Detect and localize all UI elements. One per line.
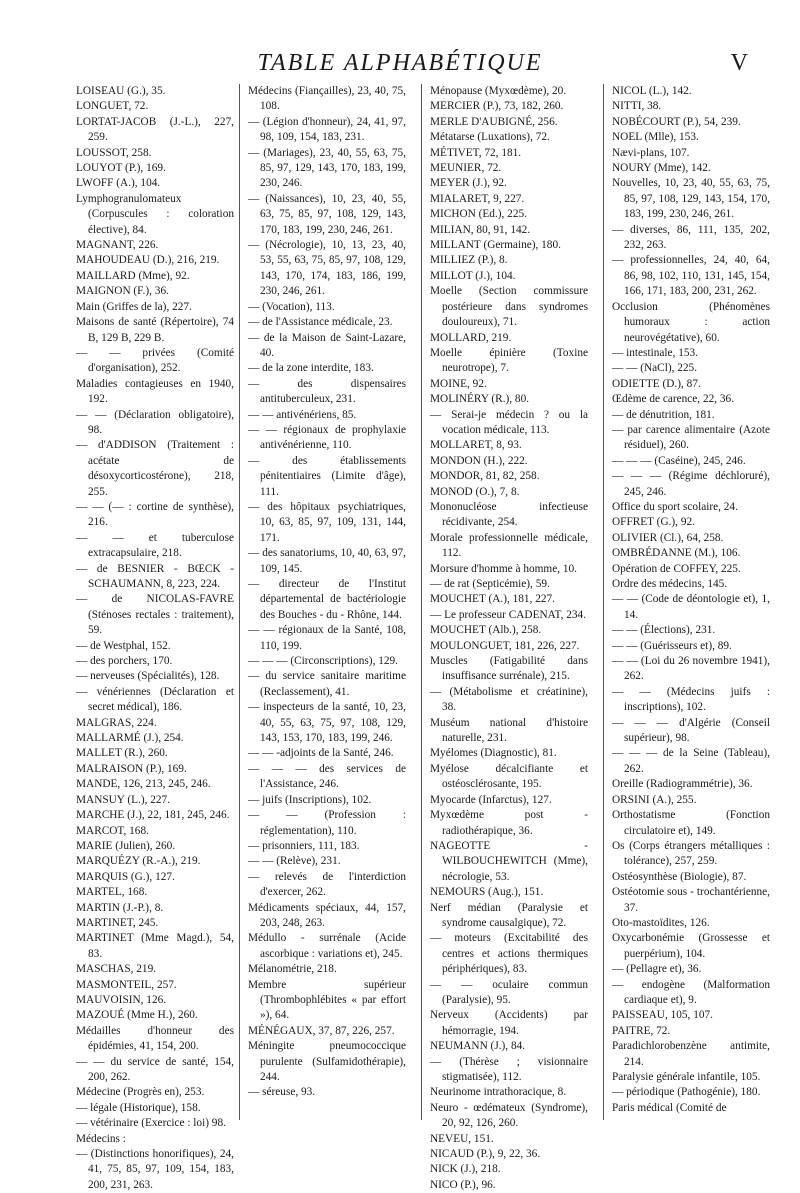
index-entry: — de la zone interdite, 183. <box>248 362 374 375</box>
index-entry: — — (Élections), 231. <box>612 624 716 637</box>
index-entry: — de NICOLAS-FAVRE (Sténoses rectales : traitement), 59. <box>76 593 234 637</box>
index-entry: — (Légion d'honneur), 24, 41, 97, 98, 109, 154, 183, 231. <box>248 115 406 144</box>
index-entry: MASCHAS, 219. <box>76 963 157 976</box>
index-entry: — légale (Historique), 158. <box>76 1101 201 1114</box>
index-entry: LWOFF (A.), 104. <box>76 177 161 190</box>
index-entry: — — — (Régime déchloruré), 245, 246. <box>612 470 770 498</box>
index-entry: — Le professeur CADENAT, 234. <box>430 608 587 621</box>
index-columns <box>76 84 776 1191</box>
index-entry: MILIAN, 80, 91, 142. <box>430 223 531 236</box>
index-entry: MARTIN (J.-P.), 8. <box>76 901 164 914</box>
index-entry: — vénériennes (Déclaration et secret médical), 186. <box>76 685 234 714</box>
index-entry: MALLARMÉ (J.), 254. <box>76 732 184 745</box>
index-entry: — — et tuberculose extracapsulaire, 218. <box>76 531 234 560</box>
index-entry: Neurinome intrathoracique, 8. <box>430 1086 567 1099</box>
column-rule <box>603 84 604 1120</box>
index-entry: MERCIER (P.), 73, 182, 260. <box>430 100 564 113</box>
index-entry: — — -adjoints de la Santé, 246. <box>248 747 394 760</box>
index-entry: LOUYOT (P.), 169. <box>76 162 166 175</box>
index-entry: MARTINET, 245. <box>76 916 159 929</box>
index-entry: MONOD (O.), 7, 8. <box>430 485 520 498</box>
index-entry: ORSINI (A.), 255. <box>612 793 697 806</box>
index-entry: LONGUET, 72. <box>76 100 149 113</box>
index-entry: MOUCHET (Alb.), 258. <box>430 624 542 637</box>
index-entry: MONDOR, 81, 82, 258. <box>430 470 540 483</box>
index-entry: — juifs (Inscriptions), 102. <box>248 793 372 806</box>
index-entry: — d'ADDISON (Traitement : acétate de désoxycorticostérone), 218, 255. <box>76 439 234 498</box>
index-entry: MALGRAS, 224. <box>76 716 157 729</box>
index-entry: Orthostatisme (Fonction circulatoire et), 149. <box>612 809 770 837</box>
index-entry: — professionnelles, 24, 40, 64, 86, 98, 102, 110, 131, 145, 154, 166, 171, 183, 200, 231, 262. <box>612 254 770 298</box>
index-entry: Myocarde (Infarctus), 127. <box>430 793 552 806</box>
index-entry: Neuro - œdémateux (Syndrome), 20, 92, 126, 260. <box>430 1101 588 1130</box>
index-entry: — — — d'Algérie (Conseil supérieur), 98. <box>612 716 770 745</box>
index-entry: — — (Déclaration obligatoire), 98. <box>76 408 234 436</box>
index-entry: OMBRÉDANNE (M.), 106. <box>612 547 741 560</box>
index-entry: — séreuse, 93. <box>248 1086 316 1099</box>
index-entry: LOUSSOT, 258. <box>76 146 152 159</box>
index-entry: — directeur de l'Institut départemental de bactériologie des Bouches - du - Rhône, 144. <box>248 578 406 621</box>
index-entry: — (Thérèse ; visionnaire stigmatisée), 112. <box>430 1055 588 1083</box>
index-entry: Médailles d'honneur des épidémies, 41, 154, 200. <box>76 1024 234 1053</box>
index-entry: MARIE (Julien), 260. <box>76 839 176 852</box>
index-entry: Médicaments spéciaux, 44, 157, 203, 248, 263. <box>248 901 406 929</box>
index-entry: MARQUIS (G.), 127. <box>76 870 175 883</box>
index-entry: — de rat (Septicémie), 59. <box>430 578 550 590</box>
index-entry: Membre supérieur (Thrombophlébites « par effort »), 64. <box>248 978 406 1022</box>
index-entry: NEMOURS (Aug.), 151. <box>430 886 544 899</box>
index-entry: NICOL (L.), 142. <box>612 85 692 97</box>
index-entry: — vétérinaire (Exercice : loi) 98. <box>76 1117 226 1130</box>
index-entry: Moelle (Section commissure postérieure dans syndromes douloureux), 71. <box>430 285 588 329</box>
index-entry: — — (Profession : réglementation), 110. <box>248 809 406 837</box>
index-entry: MARQUÉZY (R.-A.), 219. <box>76 855 201 868</box>
index-entry: Ménopause (Myxœdème), 20. <box>430 85 567 97</box>
column-rule <box>239 84 240 1120</box>
index-entry: MARCHE (J.), 22, 181, 245, 246. <box>76 809 230 822</box>
index-entry: — inspecteurs de la santé, 10, 23, 40, 55, 63, 75, 97, 108, 129, 143, 153, 170, 183, 199, 246. <box>248 701 406 745</box>
index-entry: Muséum national d'histoire naturelle, 231. <box>430 716 588 745</box>
index-entry: — — (Relève), 231. <box>248 855 341 868</box>
index-entry: Mononucléose infectieuse récidivante, 254. <box>430 500 588 529</box>
index-entry: MARTINET (Mme Magd.), 54, 83. <box>76 932 234 960</box>
index-entry: Morale professionnelle médicale, 112. <box>430 531 588 560</box>
index-entry: PAITRE, 72. <box>612 1024 671 1037</box>
index-entry: — de BESNIER - BŒCK - SCHAUMANN, 8, 223, 224. <box>76 562 234 590</box>
index-entry: — (Distinctions honorifiques), 24, 41, 75, 85, 97, 109, 154, 183, 200, 231, 263. <box>76 1148 234 1191</box>
index-entry: — des établissements pénitentiaires (Limite d'âge), 111. <box>248 454 406 498</box>
index-entry: Paradichlorobenzène antimite, 214. <box>612 1040 770 1068</box>
index-entry: — (Pellagre et), 36. <box>612 963 702 976</box>
index-column-2 <box>248 84 406 1101</box>
index-entry: MANSUY (L.), 227. <box>76 793 171 806</box>
index-entry: OFFRET (G.), 92. <box>612 516 695 529</box>
index-entry: — — (— : cortine de synthèse), 216. <box>76 500 234 529</box>
index-entry: Myélomes (Diagnostic), 81. <box>430 747 557 760</box>
index-entry: NOBÉCOURT (P.), 54, 239. <box>612 115 741 128</box>
index-entry: MERLE D'AUBIGNÉ, 256. <box>430 115 558 128</box>
index-entry: — des sanatoriums, 10, 40, 63, 97, 109, 145. <box>248 547 406 575</box>
index-entry: MALRAISON (P.), 169. <box>76 762 187 775</box>
index-entry: Maladies contagieuses en 1940, 192. <box>76 377 234 406</box>
index-entry: OLIVIER (Cl.), 64, 258. <box>612 531 724 544</box>
index-entry: Médecins (Fiançailles), 23, 40, 75, 108. <box>248 85 406 113</box>
index-entry: — par carence alimentaire (Azote résiduel), 260. <box>612 423 770 452</box>
index-entry: MOLINÉRY (R.), 80. <box>430 393 530 406</box>
index-entry: Oreille (Radiogrammétrie), 36. <box>612 778 753 791</box>
index-entry: — (Nécrologie), 10, 13, 23, 40, 53, 55, 63, 75, 85, 97, 108, 129, 143, 170, 174, 183, 186, 199, 230, 246, 261. <box>248 239 406 298</box>
index-entry: Opération de COFFEY, 225. <box>612 562 741 575</box>
index-entry: NOURY (Mme), 142. <box>612 162 711 175</box>
index-entry: — (Mariages), 23, 40, 55, 63, 75, 85, 97, 129, 143, 170, 183, 199, 230, 246. <box>248 146 406 190</box>
index-column-1 <box>76 84 234 1193</box>
index-entry: MARTEL, 168. <box>76 886 148 899</box>
index-entry: NEUMANN (J.), 84. <box>430 1040 526 1053</box>
index-entry: — périodique (Pathogénie), 180. <box>612 1086 761 1099</box>
index-entry: Moelle épinière (Toxine neurotrope), 7. <box>430 346 588 375</box>
index-entry: Morsure d'homme à homme, 10. <box>430 562 577 575</box>
index-entry: — des porchers, 170. <box>76 655 173 668</box>
index-entry: MAIGNON (F.), 36. <box>76 285 169 298</box>
index-entry: — diverses, 86, 111, 135, 202, 232, 263. <box>612 223 770 252</box>
index-entry: Méningite pneumococcique purulente (Sulfamidothérapie), 244. <box>248 1040 406 1083</box>
index-entry: — endogène (Malformation cardiaque et), 9. <box>612 978 770 1006</box>
index-entry: Ostéosynthèse (Biologie), 87. <box>612 870 747 883</box>
index-entry: NOEL (Mlle), 153. <box>612 131 699 144</box>
index-entry: — nerveuses (Spécialités), 128. <box>76 670 220 683</box>
index-entry: MÉTIVET, 72, 181. <box>430 146 522 159</box>
page-number: V <box>730 50 748 76</box>
index-entry: — — — (Caséine), 245, 246. <box>612 454 746 467</box>
index-entry: Paralysie générale infantile, 105. <box>612 1071 761 1083</box>
index-entry: — des hôpitaux psychiatriques, 10, 63, 85, 97, 109, 131, 144, 171. <box>248 500 406 544</box>
index-entry: — — (NaCl), 225. <box>612 362 698 375</box>
index-entry: Médecine (Progrès en), 253. <box>76 1086 205 1099</box>
index-entry: Médullo - surrénale (Acide ascorbique : variations et), 245. <box>248 932 406 960</box>
index-entry: — — (Code de déontologie et), 1, 14. <box>612 593 770 621</box>
index-entry: MILLIEZ (P.), 8. <box>430 254 508 267</box>
index-entry: — — oculaire commun (Paralysie), 95. <box>430 978 588 1006</box>
index-entry: MIALARET, 9, 227. <box>430 192 525 205</box>
index-entry: — — (Guérisseurs et), 89. <box>612 639 732 652</box>
index-entry: MICHON (Ed.), 225. <box>430 208 527 221</box>
index-entry: Oxycarbonémie (Grossesse et puerpérium), 104. <box>612 932 770 960</box>
index-entry: MASMONTEIL, 257. <box>76 978 177 991</box>
index-entry: Nævi-plans, 107. <box>612 146 690 159</box>
index-entry: Muscles (Fatigabilité dans insuffisance surrénale), 215. <box>430 655 588 683</box>
index-entry: — de Westphal, 152. <box>76 639 171 652</box>
index-column-3 <box>430 84 588 1193</box>
index-entry: MEYER (J.), 92. <box>430 177 507 190</box>
index-entry: MARCOT, 168. <box>76 824 149 837</box>
index-entry: Médecins : <box>76 1132 126 1145</box>
index-entry: Occlusion (Phénomènes humoraux : action neurovégétative), 60. <box>612 300 770 344</box>
index-entry: Lymphogranulomateux (Corpuscules : coloration élective), 84. <box>76 192 234 236</box>
index-entry: — intestinale, 153. <box>612 346 698 359</box>
index-entry: NEVEU, 151. <box>430 1132 494 1145</box>
index-column-4 <box>612 84 770 1116</box>
index-entry: LORTAT-JACOB (J.-L.), 227, 259. <box>76 115 234 144</box>
index-entry: MOUCHET (A.), 181, 227. <box>430 593 555 606</box>
index-entry: — de l'Assistance médicale, 23. <box>248 316 393 329</box>
index-entry: LOISEAU (G.), 35. <box>76 85 166 97</box>
index-entry: — (Naissances), 10, 23, 40, 55, 63, 75, 85, 97, 108, 129, 143, 170, 183, 199, 230, 246, 261. <box>248 192 406 236</box>
column-rule <box>421 84 422 1120</box>
index-entry: MOINE, 92. <box>430 377 487 390</box>
index-entry: Office du sport scolaire, 24. <box>612 500 738 513</box>
index-entry: MOLLARET, 8, 93. <box>430 439 522 452</box>
index-entry: Œdème de carence, 22, 36. <box>612 393 735 406</box>
index-entry: — — (Loi du 26 novembre 1941), 262. <box>612 655 770 683</box>
index-entry: — — antivénériens, 85. <box>248 408 357 421</box>
index-entry: — — régionaux de prophylaxie antivénérienne, 110. <box>248 423 406 452</box>
index-entry: Myélose décalcifiante et ostéosclérosante, 195. <box>430 762 588 791</box>
index-entry: MONDON (H.), 222. <box>430 454 528 467</box>
index-entry: MAILLARD (Mme), 92. <box>76 269 190 282</box>
index-entry: MAUVOISIN, 126. <box>76 993 167 1006</box>
index-entry: — (Métabolisme et créatinine), 38. <box>430 685 588 714</box>
index-entry: MAGNANT, 226. <box>76 239 159 252</box>
index-entry: MAZOUÉ (Mme H.), 260. <box>76 1009 198 1022</box>
index-entry: — — régionaux de la Santé, 108, 110, 199. <box>248 624 406 652</box>
index-entry: Ordre des médecins, 145. <box>612 578 728 590</box>
index-entry: NITTI, 38. <box>612 100 662 113</box>
index-entry: — des dispensaires antituberculeux, 231. <box>248 377 406 406</box>
index-entry: — de dénutrition, 181. <box>612 408 715 421</box>
index-entry: PAISSEAU, 105, 107. <box>612 1009 713 1022</box>
index-entry: — du service sanitaire maritime (Reclassement), 41. <box>248 670 406 698</box>
index-entry: NICAUD (P.), 9, 22, 36. <box>430 1148 541 1161</box>
index-entry: — — — (Circonscriptions), 129. <box>248 655 398 668</box>
index-entry: MANDE, 126, 213, 245, 246. <box>76 778 211 791</box>
index-entry: — prisonniers, 111, 183. <box>248 839 360 852</box>
index-entry: Nerf médian (Paralysie et syndrome causalgique), 72. <box>430 901 588 929</box>
index-entry: Os (Corps étrangers métalliques : tolérance), 257, 259. <box>612 839 770 868</box>
index-entry: MILLANT (Germaine), 180. <box>430 239 561 252</box>
index-entry: — — (Médecins juifs : inscriptions), 102. <box>612 685 770 714</box>
index-entry: MALLET (R.), 260. <box>76 747 168 760</box>
index-entry: — — privées (Comité d'organisation), 252. <box>76 346 234 375</box>
index-entry: MILLOT (J.), 104. <box>430 269 516 282</box>
index-entry: — de la Maison de Saint-Lazare, 40. <box>248 331 406 359</box>
index-entry: Nerveux (Accidents) par hémorragie, 194. <box>430 1009 588 1037</box>
index-entry: MEUNIER, 72. <box>430 162 502 175</box>
index-entry: — — du service de santé, 154, 200, 262. <box>76 1055 234 1083</box>
index-entry: NAGEOTTE - WILBOUCHEWITCH (Mme), nécrologie, 53. <box>430 839 588 883</box>
page-title: TABLE ALPHABÉTIQUE <box>257 50 543 76</box>
index-entry: — — — de la Seine (Tableau), 262. <box>612 747 770 775</box>
index-entry: MAHOUDEAU (D.), 216, 219. <box>76 254 220 267</box>
index-entry: MOULONGUET, 181, 226, 227. <box>430 639 580 652</box>
index-entry: Métatarse (Luxations), 72. <box>430 131 550 144</box>
index-entry: Maisons de santé (Répertoire), 74 B, 129 B, 229 B. <box>76 316 234 344</box>
index-entry: — relevés de l'interdiction d'exercer, 262. <box>248 870 406 899</box>
index-entry: Oto-mastoïdites, 126. <box>612 916 710 929</box>
index-entry: Paris médical (Comité de <box>612 1101 727 1114</box>
index-entry: — (Vocation), 113. <box>248 300 335 313</box>
index-entry: Nouvelles, 10, 23, 40, 55, 63, 75, 85, 97, 108, 129, 143, 154, 170, 183, 199, 230, 246, 261. <box>612 177 770 221</box>
index-entry: MOLLARD, 219. <box>430 331 512 344</box>
index-entry: ODIETTE (D.), 87. <box>612 377 701 390</box>
index-entry: Ostéotomie sous - trochantérienne, 37. <box>612 886 770 914</box>
index-entry: NICO (P.), 96. <box>430 1178 496 1191</box>
index-entry: — Serai-je médecin ? ou la vocation médicale, 113. <box>430 408 588 436</box>
index-entry: Mélanométrie, 218. <box>248 963 337 976</box>
index-entry: NICK (J.), 218. <box>430 1163 501 1176</box>
index-entry: Myxœdème post - radiothérapique, 36. <box>430 809 588 837</box>
index-entry: — moteurs (Excitabilité des centres et actions thermiques périphériques), 83. <box>430 932 588 976</box>
index-entry: Main (Griffes de la), 227. <box>76 300 192 313</box>
index-entry: — — — des services de l'Assistance, 246. <box>248 762 406 791</box>
index-entry: MÉNÉGAUX, 37, 87, 226, 257. <box>248 1024 395 1037</box>
